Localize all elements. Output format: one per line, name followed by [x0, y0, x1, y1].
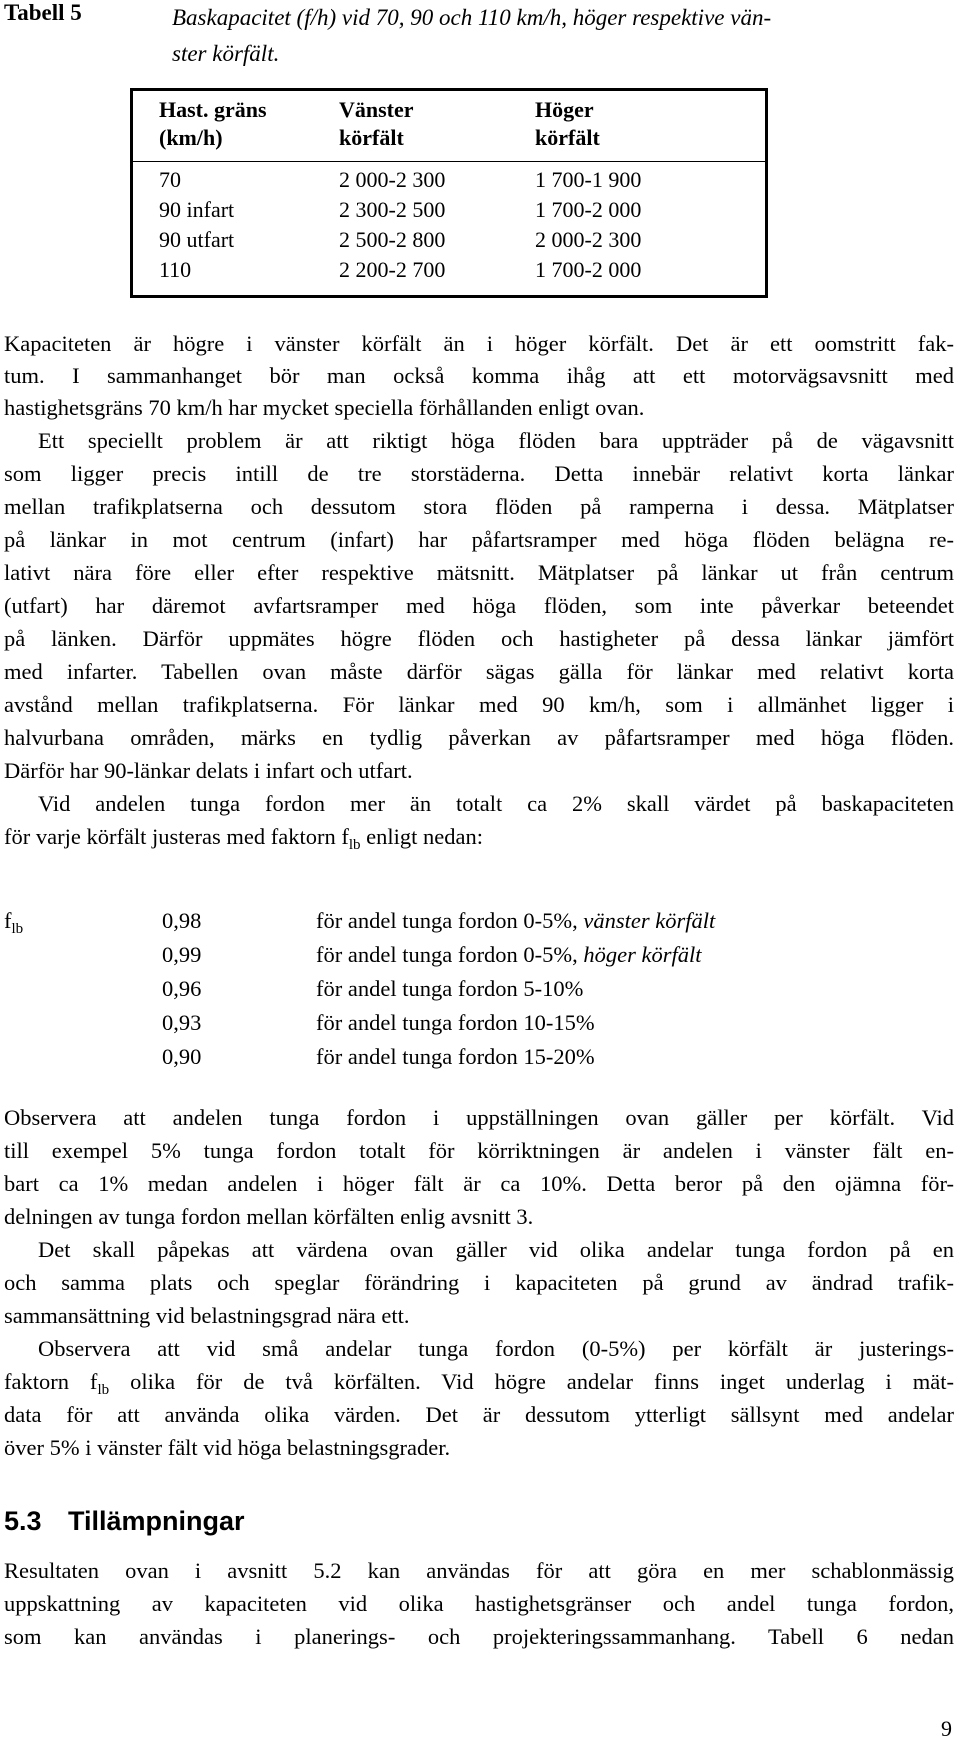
- body-text-line: och samma plats och speglar förändring i kapaciteten på grund av ändrad trafik-: [4, 1270, 954, 1295]
- body-text-line: data för att använda olika värden. Det är dessutom ytterligt sällsynt med andelar: [4, 1402, 954, 1427]
- body-text-line: avstånd mellan trafikplatserna. För länkar med 90 km/h, som i allmänhet ligger i: [4, 692, 954, 717]
- table-cell: 2 300-2 500: [339, 197, 446, 222]
- caption-line: Baskapacitet (f/h) vid 70, 90 och 110 km/h, höger respektive vän-: [172, 5, 772, 30]
- body-text-line: Observera att vid små andelar tunga fordon (0-5%) per körfält är justerings-: [38, 1336, 954, 1361]
- body-text-line: Resultaten ovan i avsnitt 5.2 kan användas för att göra en mer schablonmässig: [4, 1558, 954, 1583]
- table-header: Hast. gräns: [159, 97, 267, 122]
- body-text-line: Vid andelen tunga fordon mer än totalt ca 2% skall värdet på baskapaciteten: [38, 791, 954, 816]
- subscript: lb: [11, 921, 24, 937]
- text-fragment: för andel tunga fordon 0-5%,: [316, 908, 584, 933]
- factor-value: 0,90: [162, 1044, 202, 1069]
- factor-symbol: [4, 906, 23, 944]
- table-header-rule: [133, 161, 765, 162]
- table-cell: 70: [159, 167, 181, 192]
- factor-description: [316, 906, 715, 936]
- factor-description: [316, 940, 702, 970]
- table-cell: 2 000-2 300: [535, 227, 642, 252]
- body-text-line: uppskattning av kapaciteten vid olika hastighetsgränser och andel tunga fordon,: [4, 1591, 954, 1616]
- factor-value: 0,99: [162, 942, 202, 967]
- table-cell: 110: [159, 257, 192, 282]
- table-cell: 90 infart: [159, 197, 235, 222]
- factor-description: för andel tunga fordon 10-15%: [316, 1010, 595, 1035]
- caption-line: ster körfält.: [172, 41, 280, 66]
- subscript: lb: [97, 1382, 110, 1398]
- body-text-line: mellan trafikplatserna och dessutom stora flöden på ramperna i dessa. Mätplatser: [4, 494, 954, 519]
- table-header: körfält: [339, 125, 404, 150]
- body-text-line: (utfart) har däremot avfartsramper med höga flöden, som inte påverkar beteendet: [4, 593, 954, 618]
- section-heading: [4, 1506, 245, 1537]
- symbol: f: [4, 908, 12, 933]
- subscript: lb: [348, 837, 361, 853]
- body-text-line: som kan användas i planerings- och projekteringssammanhang. Tabell 6 nedan: [4, 1624, 954, 1649]
- body-text-line: halvurbana områden, märks en tydlig påverkan av påfartsramper med höga flöden.: [4, 725, 954, 750]
- body-text-line: till exempel 5% tunga fordon totalt för körriktningen är andelen i vänster fält en-: [4, 1138, 954, 1163]
- body-text-line: tum. I sammanhanget bör man också komma ihåg att ett motorvägsavsnitt med: [4, 363, 954, 388]
- table-cell: 2 200-2 700: [339, 257, 446, 282]
- text-fragment: för varje körfält justeras med faktorn f: [4, 824, 349, 849]
- text-fragment: enligt nedan:: [360, 824, 484, 849]
- text-fragment: för andel tunga fordon 0-5%,: [316, 942, 584, 967]
- table-header: (km/h): [159, 125, 223, 150]
- table-caption: [172, 0, 942, 72]
- body-text-line: Observera att andelen tunga fordon i uppställningen ovan gäller per körfält. Vid: [4, 1105, 954, 1130]
- body-text-line: på länken. Därför uppmätes högre flöden och hastigheter på dessa länkar jämfört: [4, 626, 954, 651]
- body-text-line: lativt nära före eller efter respektive mätsnitt. Mätplatser på länkar ut från centrum: [4, 560, 954, 585]
- body-text-line: delningen av tunga fordon mellan körfälten enlig avsnitt 3.: [4, 1204, 534, 1229]
- factor-value: 0,98: [162, 908, 202, 933]
- table-cell: 2 000-2 300: [339, 167, 446, 192]
- table-cell: 2 500-2 800: [339, 227, 446, 252]
- text-fragment: faktorn f: [4, 1369, 98, 1394]
- body-text-line: Därför har 90-länkar delats i infart och utfart.: [4, 758, 413, 783]
- body-text-line: Kapaciteten är högre i vänster körfält än i höger körfält. Det är ett oomstritt fak-: [4, 331, 954, 356]
- text-fragment: olika för de två körfälten. Vid högre andelar finns inget underlag i mät-: [109, 1369, 955, 1394]
- body-text-line: hastighetsgräns 70 km/h har mycket speciella förhållanden enligt ovan.: [4, 395, 645, 420]
- body-text-line: med infarter. Tabellen ovan måste därför sägas gälla för länkar med relativt korta: [4, 659, 954, 684]
- table-cell: 1 700-2 000: [535, 197, 642, 222]
- body-text-line: Ett speciellt problem är att riktigt höga flöden bara uppträder på de vägavsnitt: [38, 428, 954, 453]
- factor-value: 0,96: [162, 976, 202, 1001]
- section-number: 5.3: [4, 1506, 42, 1536]
- factor-description: för andel tunga fordon 15-20%: [316, 1044, 595, 1069]
- body-text-line: sammansättning vid belastningsgrad nära ett.: [4, 1303, 410, 1328]
- section-title: Tillämpningar: [68, 1506, 245, 1536]
- factor-description: för andel tunga fordon 5-10%: [316, 976, 584, 1001]
- italic-text: höger körfält: [583, 942, 702, 967]
- table-header: körfält: [535, 125, 600, 150]
- body-text-line: Det skall påpekas att värdena ovan gäller vid olika andelar tunga fordon på en: [38, 1237, 954, 1262]
- factor-value: 0,93: [162, 1010, 202, 1035]
- page-number: 9: [941, 1716, 952, 1741]
- body-text-line: på länkar in mot centrum (infart) har påfartsramper med höga flöden belägna re-: [4, 527, 954, 552]
- italic-text: vänster körfält: [583, 908, 716, 933]
- body-text-line: över 5% i vänster fält vid höga belastningsgrader.: [4, 1435, 451, 1460]
- table-header: Höger: [535, 97, 594, 122]
- body-text-line: bart ca 1% medan andelen i höger fält är ca 10%. Detta beror på den ojämna för-: [4, 1171, 954, 1196]
- body-text-line: [4, 821, 954, 861]
- capacity-table: [130, 88, 768, 298]
- table-cell: 90 utfart: [159, 227, 235, 252]
- table-header: Vänster: [339, 97, 414, 122]
- table-label: Tabell 5: [4, 0, 82, 25]
- table-cell: 1 700-1 900: [535, 167, 642, 192]
- table-cell: 1 700-2 000: [535, 257, 642, 282]
- body-text-line: som ligger precis intill de tre storstäderna. Detta innebär relativt korta länkar: [4, 461, 954, 486]
